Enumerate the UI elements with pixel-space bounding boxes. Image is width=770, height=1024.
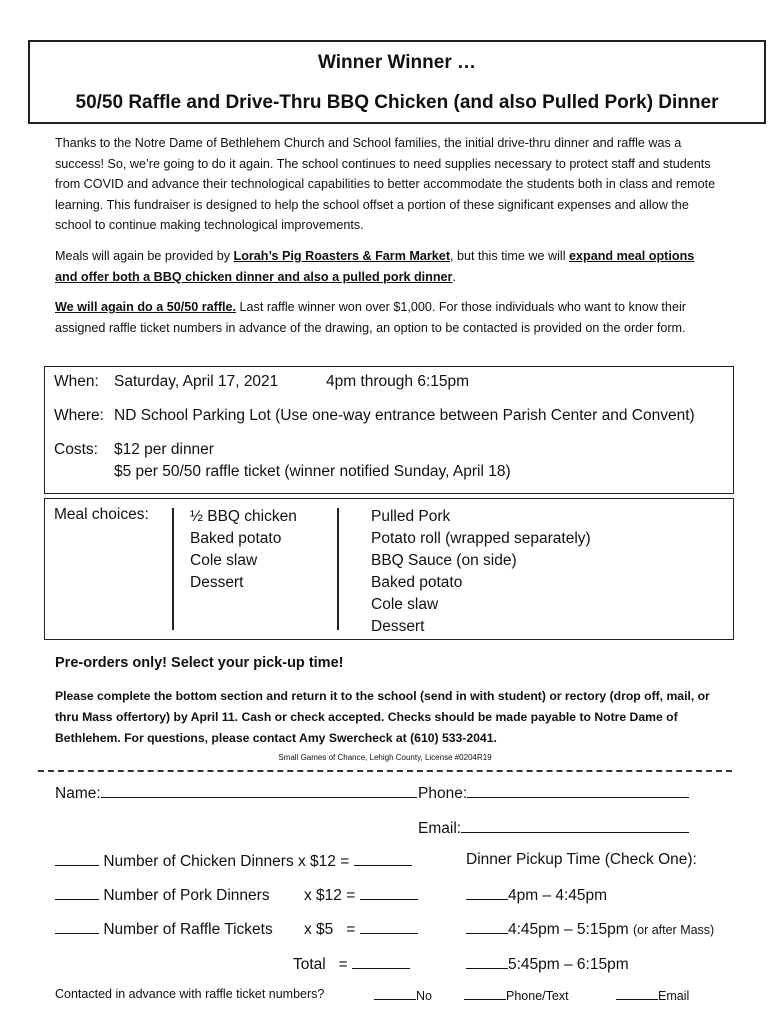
pork-item: Cole slaw — [371, 596, 439, 613]
p2-text-b: , but this time we will — [450, 249, 569, 263]
pork-qty-row — [55, 885, 270, 905]
intro-paragraph-1: Thanks to the Notre Dame of Bethlehem Church and School families, the initial drive-thru dinner and raffle was a success! So, we’re going to do it again. The school continues to need supplies necessary to protect staff and students from COVID and advance their technological capabilities to better accommodate the students both in class and remote learning. This fundraiser is designed to help the school offset a portion of these significant expenses and allow the school to continue making technological improvements. — [55, 136, 716, 232]
chicken-item: Cole slaw — [190, 552, 258, 569]
title-line-2: 50/50 Raffle and Drive-Thru BBQ Chicken (and also Pulled Pork) Dinner — [75, 92, 719, 113]
pickup-heading: Dinner Pickup Time (Check One): — [466, 851, 697, 868]
order-instructions: Please complete the bottom section and return it to the school (send in with student) or rectory (drop off, mail, or thru Mass offertory) by April 11. Cash or check accepted. Checks should be made payable to Notre Dame of Bethlehem. For questions, please contact Amy Swercheck at (610) 533-2041. — [55, 689, 710, 745]
phone-field-row — [418, 783, 689, 803]
email-input-line[interactable] — [461, 818, 689, 833]
contact-email-checkbox[interactable] — [616, 987, 658, 1000]
pickup-option-3 — [466, 954, 629, 974]
contact-option-no — [374, 987, 432, 1003]
pickup-checkbox-3[interactable] — [466, 954, 508, 969]
contact-phone-checkbox[interactable] — [464, 987, 506, 1000]
title-box — [28, 40, 766, 124]
raffle-price: x $5 = — [304, 921, 356, 938]
when-label: When: — [54, 373, 99, 390]
raffle-emphasis: We will again do a 50/50 raffle. — [55, 300, 237, 314]
raffle-qty-label: Number of Raffle Tickets — [103, 921, 273, 938]
pork-total-input[interactable] — [360, 885, 418, 900]
name-label: Name: — [55, 785, 101, 802]
total-label: Total = — [293, 956, 348, 973]
contact-phone-label: Phone/Text — [506, 989, 569, 1003]
pork-qty-label: Number of Pork Dinners — [103, 887, 270, 904]
event-date: Saturday, April 17, 2021 — [114, 373, 279, 390]
name-field-row — [55, 783, 417, 803]
p2-text-c: . — [452, 269, 456, 284]
pork-item: Dessert — [371, 618, 425, 635]
chicken-item: Baked potato — [190, 530, 282, 547]
pickup-time-2: 4:45pm – 5:15pm — [508, 921, 629, 938]
raffle-price-row — [304, 919, 418, 939]
contact-option-email — [616, 987, 689, 1003]
pickup-checkbox-1[interactable] — [466, 885, 508, 900]
contact-option-phone — [464, 987, 569, 1003]
chicken-qty-row — [55, 851, 412, 871]
name-input-line[interactable] — [101, 783, 417, 798]
costs-label: Costs: — [54, 441, 98, 458]
pickup-time-3: 5:45pm – 6:15pm — [508, 956, 629, 973]
email-label: Email: — [418, 820, 462, 837]
preorder-heading: Pre-orders only! Select your pick-up time! — [55, 655, 344, 671]
raffle-qty-row — [55, 919, 273, 939]
p2-text-a: Meals will again be provided by — [55, 249, 234, 263]
chicken-dinner-list — [190, 506, 297, 594]
event-location: ND School Parking Lot (Use one-way entrance between Parish Center and Convent) — [114, 407, 695, 424]
pork-item: Potato roll (wrapped separately) — [371, 530, 591, 547]
pork-price: x $12 = — [304, 887, 356, 904]
phone-input-line[interactable] — [467, 783, 689, 798]
cut-line — [38, 770, 732, 772]
meal-divider-right — [337, 508, 339, 630]
contact-email-label: Email — [658, 989, 690, 1003]
raffle-cost: $5 per 50/50 raffle ticket (winner notified Sunday, April 18) — [114, 463, 511, 480]
title-line-1: Winner Winner … — [318, 52, 476, 73]
meal-divider-left — [172, 508, 174, 630]
pork-dinner-list — [371, 506, 591, 638]
email-field-row — [418, 818, 689, 838]
p3-text: Last raffle winner won over $1,000. For those individuals who want to know their assigned raffle ticket numbers in advance of the drawing, an option to be contacted is provided on the order form. — [55, 300, 686, 335]
pickup-option-1 — [466, 885, 607, 905]
intro-paragraph-2 — [55, 246, 720, 287]
pickup-time-2-note: (or after Mass) — [632, 923, 715, 937]
contacted-label: Contacted in advance with raffle ticket numbers? — [55, 987, 325, 1001]
vendor-name: Lorah’s Pig Roasters & Farm Market — [233, 249, 451, 263]
chicken-item: ½ BBQ chicken — [190, 508, 297, 525]
chicken-total-input[interactable] — [354, 851, 412, 866]
chicken-item: Dessert — [190, 574, 244, 591]
pickup-checkbox-2[interactable] — [466, 919, 508, 934]
pork-qty-input[interactable] — [55, 885, 99, 900]
pork-item: BBQ Sauce (on side) — [371, 552, 517, 569]
meal-options-emphasis: expand meal options and offer both a BBQ chicken dinner and also a pulled pork dinner — [55, 249, 695, 284]
meal-choices-label: Meal choices: — [54, 506, 149, 523]
chicken-qty-input[interactable] — [55, 851, 99, 866]
contact-no-label: No — [416, 989, 432, 1003]
intro-paragraph-3 — [55, 297, 720, 338]
pickup-option-2 — [466, 919, 714, 939]
license-notice: Small Games of Chance, Lehigh County, License #0204R19 — [278, 753, 492, 762]
dinner-cost: $12 per dinner — [114, 441, 214, 458]
pork-price-row — [304, 885, 418, 905]
pork-item: Baked potato — [371, 574, 463, 591]
pickup-time-1: 4pm – 4:45pm — [508, 887, 608, 904]
raffle-total-input[interactable] — [360, 919, 418, 934]
pork-item: Pulled Pork — [371, 508, 451, 525]
phone-label: Phone: — [418, 785, 468, 802]
contact-no-checkbox[interactable] — [374, 987, 416, 1000]
grand-total-input[interactable] — [352, 954, 410, 969]
total-row — [293, 954, 410, 974]
where-label: Where: — [54, 407, 104, 424]
event-time: 4pm through 6:15pm — [326, 373, 470, 390]
chicken-qty-label: Number of Chicken Dinners x $12 = — [103, 853, 350, 870]
raffle-qty-input[interactable] — [55, 919, 99, 934]
